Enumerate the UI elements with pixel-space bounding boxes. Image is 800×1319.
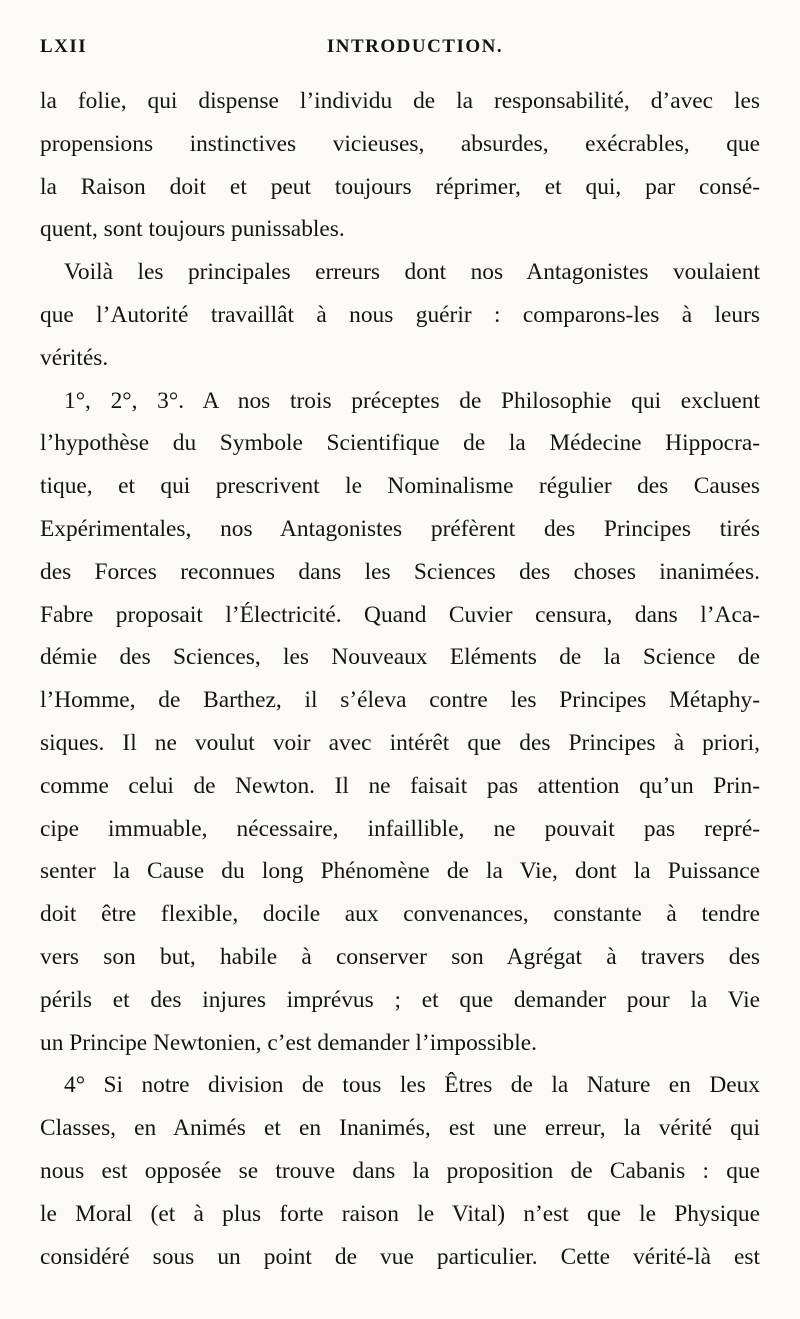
text-line: vérités. (40, 344, 109, 371)
text-line: cipe immuable, nécessaire, infaillible, ne pouvait pas repré- (40, 815, 760, 842)
running-head: INTRODUCTION. (326, 36, 504, 57)
text-line: des Forces reconnues dans les Sciences des choses inanimées. (40, 558, 760, 585)
text-line: comme celui de Newton. Il ne faisait pas attention qu’un Prin- (40, 772, 760, 799)
paragraph-start-line: 4° Si notre division de tous les Êtres de la Nature en Deux (64, 1072, 760, 1099)
text-line: vers son but, habile à conserver son Agrégat à travers des (40, 943, 760, 970)
text-line: quent, sont toujours punissables. (40, 216, 345, 243)
text-line: Fabre proposait l’Électricité. Quand Cuvier censura, dans l’Aca- (40, 601, 760, 628)
text-line: considéré sous un point de vue particulier. Cette vérité-là est (40, 1243, 760, 1270)
text-line: l’hypothèse du Symbole Scientifique de la Médecine Hippocra- (40, 430, 760, 457)
text-line: tique, et qui prescrivent le Nominalisme régulier des Causes (40, 473, 760, 500)
text-line: que l’Autorité travaillât à nous guérir : comparons-les à leurs (40, 301, 760, 328)
text-line: démie des Sciences, les Nouveaux Eléments de la Science de (40, 644, 760, 671)
text-line: propensions instinctives vicieuses, absurdes, exécrables, que (40, 130, 760, 157)
page-number: LXII (40, 36, 88, 57)
text-line: un Principe Newtonien, c’est demander l’impossible. (40, 1029, 537, 1056)
text-line: périls et des injures imprévus ; et que demander pour la Vie (40, 986, 760, 1013)
text-line: la folie, qui dispense l’individu de la responsabilité, d’avec les (40, 88, 760, 114)
text-line: nous est opposée se trouve dans la proposition de Cabanis : que (40, 1157, 760, 1184)
paragraph-start-line: Voilà les principales erreurs dont nos Antagonistes voulaient (64, 259, 760, 286)
text-line: doit être flexible, docile aux convenances, constante à tendre (40, 901, 760, 928)
page-body (40, 80, 760, 1278)
text-line: la Raison doit et peut toujours réprimer, et qui, par consé- (40, 173, 760, 200)
paragraph-start-line: 1°, 2°, 3°. A nos trois préceptes de Philosophie qui excluent (64, 387, 760, 414)
page-header (40, 30, 760, 64)
text-line: Classes, en Animés et en Inanimés, est une erreur, la vérité qui (40, 1115, 760, 1142)
text-line: l’Homme, de Barthez, il s’éleva contre les Principes Métaphy- (40, 687, 760, 714)
text-line: senter la Cause du long Phénomène de la Vie, dont la Puissance (40, 858, 760, 885)
text-line: Expérimentales, nos Antagonistes préfèrent des Principes tirés (40, 515, 760, 542)
text-line: le Moral (et à plus forte raison le Vital) n’est que le Physique (40, 1200, 760, 1227)
text-line: siques. Il ne voulut voir avec intérêt que des Principes à priori, (40, 729, 760, 756)
